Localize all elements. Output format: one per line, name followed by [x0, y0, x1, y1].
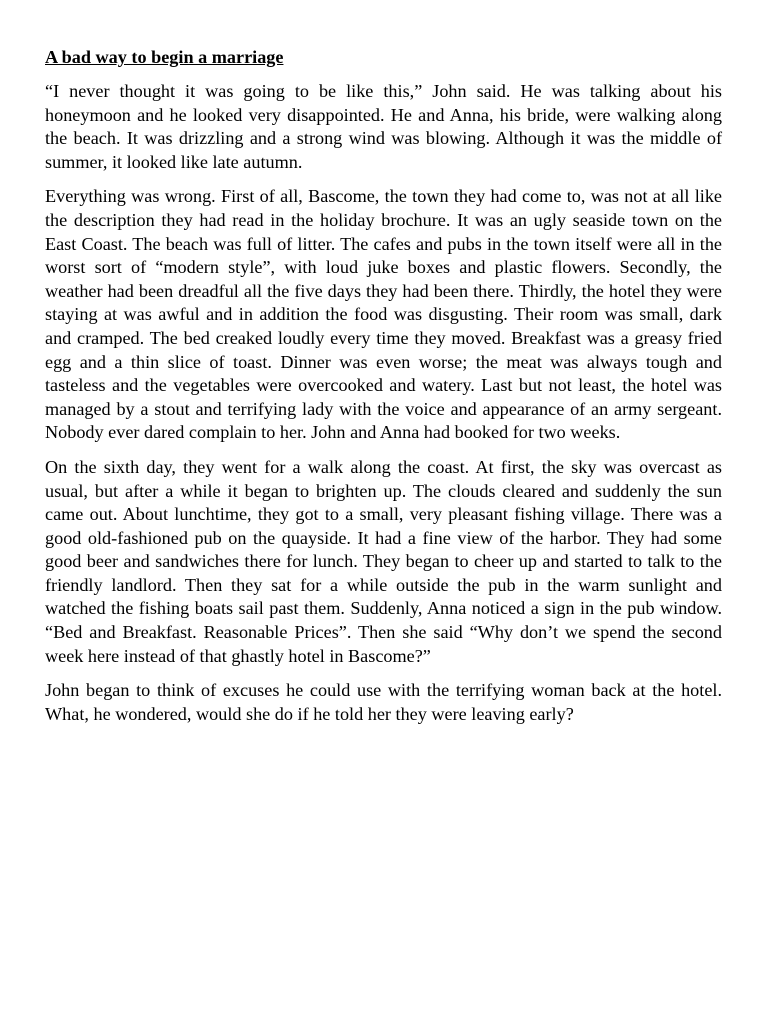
document-title: A bad way to begin a marriage	[45, 47, 284, 67]
document-page	[45, 44, 722, 737]
paragraph-3: On the sixth day, they went for a walk along the coast. At first, the sky was overcast as usual, but after a while it began to brighten up. The clouds cleared and suddenly the sun came out. About lunchtime, they got to a small, very pleasant fishing village. There was a good old-fashioned pub on the quayside. It had a fine view of the harbor. They had some good beer and sandwiches there for lunch. They began to cheer up and started to talk to the friendly landlord. Then they sat for a while outside the pub in the warm sunlight and watched the fishing boats sail past them. Suddenly, Anna noticed a sign in the pub window. “Bed and Breakfast. Reasonable Prices”. Then she said “Why don’t we spend the second week here instead of that ghastly hotel in Bascome?”	[45, 456, 722, 666]
paragraph-4: John began to think of excuses he could use with the terrifying woman back at the hotel. What, he wondered, would she do if he told her they were leaving early?	[45, 680, 722, 724]
paragraph-1: “I never thought it was going to be like this,” John said. He was talking about his honeymoon and he looked very disappointed. He and Anna, his bride, were walking along the beach. It was drizzling and a strong wind was blowing. Although it was the middle of summer, it looked like late autumn.	[45, 81, 722, 172]
paragraph-2: Everything was wrong. First of all, Bascome, the town they had come to, was not at all like the description they had read in the holiday brochure. It was an ugly seaside town on the East Coast. The beach was full of litter. The cafes and pubs in the town itself were all in the worst sort of “modern style”, with loud juke boxes and plastic flowers. Secondly, the weather had been dreadful all the five days they had been there. Thirdly, the hotel they were staying at was awful and in addition the food was disgusting. Their room was small, dark and cramped. The bed creaked loudly every time they moved. Breakfast was a greasy fried egg and a thin slice of toast. Dinner was even worse; the meat was always tough and tasteless and the vegetables were overcooked and watery. Last but not least, the hotel was managed by a stout and terrifying lady with the voice and appearance of an army sergeant. Nobody ever dared complain to her. John and Anna had booked for two weeks.	[45, 186, 722, 443]
